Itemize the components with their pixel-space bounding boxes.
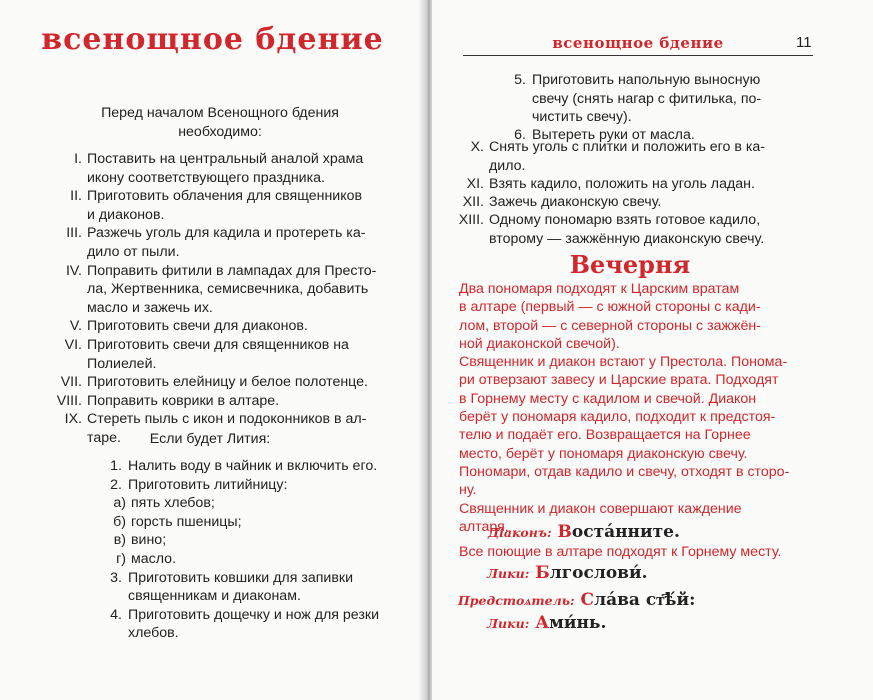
- item-text: [131, 550, 401, 569]
- rubric-text: Все поющие в алтаре подходят к Горнему месту.: [459, 544, 782, 560]
- item-number: IX.: [64, 411, 82, 428]
- item-line: Взять кадило, положить на уголь ладан.: [489, 175, 755, 192]
- litiya-heading: Если будет Лития:: [149, 431, 271, 447]
- rubric-line: Пономари, отдав кадило и свечу, отходят в сторо-: [459, 463, 790, 480]
- chant-text: лгослови́.: [549, 563, 648, 583]
- rubric-line: берёт у пономаря кадило, подходит к предстоя-: [459, 409, 776, 426]
- item-line: вино;: [131, 532, 167, 549]
- item-number: 2.: [110, 476, 122, 493]
- chant-text: лáва ст҃ѣ́й:: [594, 590, 696, 610]
- item-line: дило от пыли.: [87, 243, 180, 260]
- rubric-line: Священник и диакон встают у Престола. Понома-: [459, 354, 788, 371]
- item-number: V.: [69, 318, 82, 335]
- speaker-label: Предстоѧтель:: [458, 593, 575, 608]
- item-number: б): [113, 513, 126, 530]
- item-line: Снять уголь с плитки и положить его в ка-: [489, 139, 765, 155]
- intro-text: [40, 104, 400, 141]
- item-line: Приготовить свечи для диаконов.: [87, 318, 308, 335]
- item-text: [131, 531, 401, 550]
- page-title: всенощное бдение: [41, 22, 384, 57]
- item-number: VII.: [60, 374, 82, 391]
- item-number: XI.: [466, 175, 484, 192]
- chant-text: ми́нь.: [549, 613, 607, 633]
- item-text: [87, 392, 397, 411]
- item-line: Зажечь диаконскую свечу.: [489, 193, 662, 210]
- item-number: 3.: [110, 569, 122, 586]
- speaker-label: Діаконъ:: [488, 525, 552, 540]
- item-line: Приготовить напольную выносную: [532, 72, 761, 88]
- item-text: [489, 211, 799, 248]
- item-text: [87, 224, 397, 261]
- rubric-line: место, берёт у пономаря диаконскую свечу.: [459, 445, 748, 462]
- item-line: Стереть пыль с икон и подоконников в ал-: [87, 411, 367, 428]
- item-line: и диаконов.: [87, 206, 165, 223]
- item-line: священникам и диаконам.: [128, 588, 301, 605]
- item-line: таре.: [87, 429, 121, 446]
- rubric-line: в Горнему месту с кадилом и свечой. Диакон: [459, 390, 757, 407]
- item-number: а): [113, 495, 126, 512]
- red-initial: А: [535, 613, 550, 633]
- page-number: 11: [796, 34, 812, 51]
- item-text: [131, 513, 401, 532]
- item-line: масло.: [131, 551, 177, 567]
- item-number: XIII.: [458, 212, 484, 229]
- item-number: г): [116, 551, 126, 567]
- item-line: свечу (снять нагар с фитилька, по-: [532, 90, 762, 107]
- rubric-paragraph: [459, 353, 797, 499]
- item-line: Приготовить облачения для священников: [87, 188, 363, 205]
- rubric-line: в алтаре (первый — с южной стороны с кади-: [459, 299, 761, 316]
- item-line: второму — зажжённую диаконскую свечу.: [489, 230, 765, 247]
- red-initial: С: [580, 590, 595, 610]
- item-text: [489, 193, 799, 212]
- item-number: 5.: [514, 72, 526, 88]
- item-line: чистить свечу).: [532, 109, 632, 126]
- item-number: X.: [470, 139, 484, 155]
- item-line: горсть пшеницы;: [131, 513, 242, 530]
- item-number: в): [113, 532, 126, 549]
- item-text: [131, 494, 401, 513]
- intro-line: Перед началом Всенощного бдения: [101, 105, 339, 121]
- rubric-line: лом, второй — с северной стороны с зажжён-: [459, 317, 761, 334]
- speaker-label: Лики:: [487, 616, 530, 631]
- item-text: [128, 457, 398, 476]
- item-line: Поставить на центральный аналой храма: [87, 151, 364, 167]
- item-line: ла, Жертвенника, семисвечника, добавить: [87, 281, 369, 298]
- intro-line: необходимо:: [178, 123, 262, 140]
- rubric-line: телю и подаёт его. Возвращается на Горнее: [459, 427, 751, 444]
- item-text: [87, 373, 397, 392]
- rubric-line: ной диаконской свечой).: [459, 335, 620, 352]
- item-number: XII.: [462, 193, 484, 210]
- item-line: дило.: [489, 157, 526, 174]
- item-text: [87, 317, 397, 336]
- item-number: I.: [74, 151, 82, 167]
- red-initial: В: [557, 522, 572, 542]
- item-line: Приготовить свечи для священников на: [87, 337, 349, 353]
- item-text: [128, 569, 398, 606]
- item-text: [87, 336, 397, 373]
- item-number: III.: [66, 225, 82, 242]
- rubric-line: алтаря.: [459, 518, 509, 535]
- item-line: икону соответствующего праздника.: [87, 169, 325, 186]
- item-line: Приготовить дощечку и нож для резки: [128, 606, 380, 623]
- rubric-line: Два пономаря подходят к Царским вратам: [459, 281, 740, 297]
- item-line: Поправить коврики в алтаре.: [87, 392, 280, 409]
- item-line: масло и зажечь их.: [87, 299, 213, 316]
- item-text: [87, 262, 397, 318]
- rubric-line: ри отверзают завесу и Царские врата. Подходят: [459, 372, 779, 389]
- rubric-line: Священник и диакон совершают каждение: [459, 500, 742, 517]
- item-number: VIII.: [56, 392, 82, 409]
- item-line: Налить воду в чайник и включить его.: [128, 458, 378, 474]
- item-text: [87, 187, 397, 224]
- item-line: пять хлебов;: [131, 495, 215, 512]
- item-text: [489, 175, 799, 194]
- dialog-line: [488, 522, 680, 542]
- item-line: Одному пономарю взять готовое кадило,: [489, 212, 761, 229]
- dialog-line: [487, 613, 606, 633]
- item-number: VI.: [64, 337, 82, 353]
- item-number: IV.: [65, 262, 82, 279]
- rubric-paragraph: [459, 280, 797, 353]
- item-line: Поправить фитили в лампадах для Престо-: [87, 262, 377, 279]
- item-text: [532, 71, 802, 127]
- item-line: Полиелей.: [87, 355, 157, 372]
- dialog-line: [458, 590, 695, 610]
- dialog-line: [487, 563, 648, 583]
- item-text: [128, 606, 398, 643]
- item-text: [87, 150, 397, 187]
- item-line: Приготовить литийницу:: [128, 476, 288, 493]
- red-initial: Б: [535, 563, 550, 583]
- section-title: Вечерня: [569, 250, 691, 279]
- speaker-label: Лики:: [487, 566, 530, 581]
- item-line: Приготовить ковшики для запивки: [128, 569, 354, 586]
- item-number: 6.: [514, 126, 526, 143]
- chant-text: остáнните.: [571, 522, 680, 542]
- item-text: [489, 138, 799, 175]
- item-number: 4.: [110, 606, 122, 623]
- running-head: всенощное бдение: [463, 34, 813, 56]
- item-text: [128, 476, 398, 495]
- item-line: хлебов.: [128, 625, 179, 642]
- item-number: II.: [70, 188, 82, 205]
- rubric-line: ну.: [459, 482, 477, 499]
- item-number: 1.: [110, 458, 122, 474]
- item-line: Вытереть руки от масла.: [532, 126, 695, 143]
- item-line: Разжечь уголь для кадила и протереть ка-: [87, 225, 366, 242]
- item-line: Приготовить елейницу и белое полотенце.: [87, 374, 368, 391]
